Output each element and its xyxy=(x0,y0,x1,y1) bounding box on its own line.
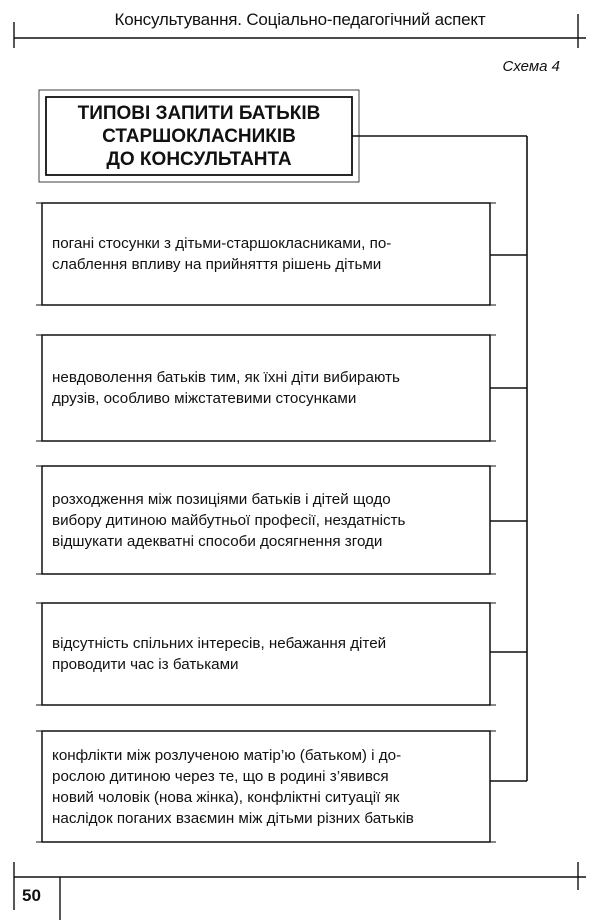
item-box-3 xyxy=(42,466,490,574)
schema-label: Схема 4 xyxy=(502,58,560,75)
item-text-line: новий чоловік (нова жінка), конфліктні ситуації як xyxy=(52,788,400,806)
item-text-line: друзів, особливо міжстатевими стосунками xyxy=(52,390,357,407)
item-box-4 xyxy=(42,603,490,705)
item-text-line: погані стосунки з дітьми-старшокласниками, по- xyxy=(52,235,392,252)
item-box-1 xyxy=(42,203,490,305)
diagram-title-line: СТАРШОКЛАСНИКІВ xyxy=(102,125,296,147)
item-text-line: рослою дитиною через те, що в родині з’явився xyxy=(52,767,389,785)
running-header-title: Консультування. Соціально-педагогічний аспект xyxy=(114,10,486,29)
item-text-line: вибору дитиною майбутньої професії, нездатність xyxy=(52,511,406,529)
item-text-line: проводити час із батьками xyxy=(52,656,239,673)
item-text-line: розходження між позиціями батьків і дітей щодо xyxy=(52,490,391,508)
diagram-title xyxy=(46,97,352,175)
item-text-line: наслідок поганих взаємин між дітьми різних батьків xyxy=(52,809,414,827)
diagram-title-line: ДО КОНСУЛЬТАНТА xyxy=(106,148,292,170)
item-text-line: конфлікти між розлученою матір’ю (батьком) і до- xyxy=(52,746,402,764)
item-text-line: невдоволення батьків тим, як їхні діти вибирають xyxy=(52,369,400,386)
item-text-line: слаблення впливу на прийняття рішень дітьми xyxy=(52,256,382,273)
page-number: 50 xyxy=(22,886,41,905)
item-box-5 xyxy=(42,731,490,842)
item-text-line: відсутність спільних інтересів, небажання дітей xyxy=(52,635,387,652)
item-box-2 xyxy=(42,335,490,441)
item-text-line: відшукати адекватні способи досягнення згоди xyxy=(52,532,383,550)
diagram-title-line: ТИПОВІ ЗАПИТИ БАТЬКІВ xyxy=(77,102,321,124)
